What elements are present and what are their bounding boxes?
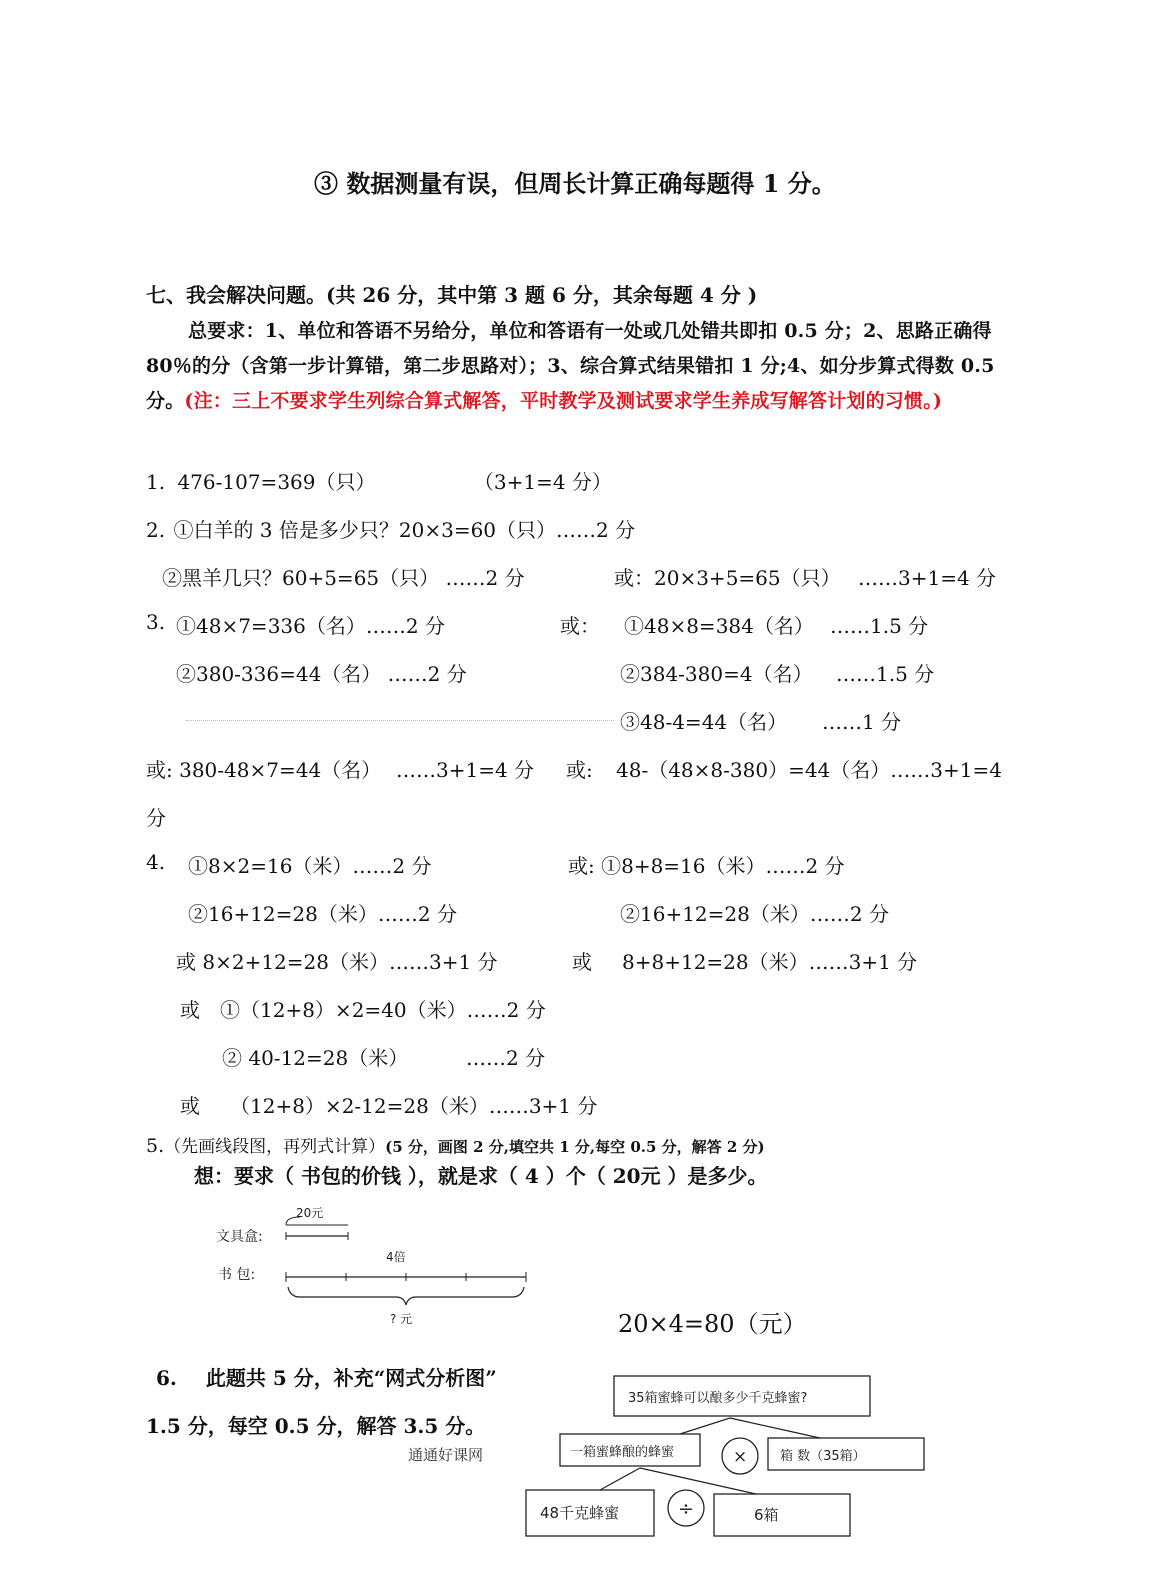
q3-combined-1: 或: 380-48×7=44（名） xyxy=(146,758,382,782)
pencil-box-value: 20元 xyxy=(296,1206,324,1220)
requirements-text: 总要求：1、单位和答语不另给分，单位和答语有一处或几处错共即扣 0.5 分；2、思路正确得 80％的分（含第一步计算错，第二步思路对）；3、综合算式结果错扣 1 分;4、如分步算式得数 0.5 分。 xyxy=(146,320,995,412)
q4-or-3: 或 xyxy=(180,1094,200,1118)
q3-or-1: 或： xyxy=(560,614,600,638)
requirements-note: (注：三上不要求学生列综合算式解答，平时教学及测试要求学生养成写解答计划的习惯。) xyxy=(184,390,943,412)
q4-or-2: 或 xyxy=(180,998,200,1022)
q5-line xyxy=(146,1132,765,1157)
q5-answer: 20×4=80（元） xyxy=(618,1310,807,1338)
q5-think: 想：要求（ 书包的价钱 ），就是求（ 4 ）个（ 20元 ）是多少。 xyxy=(194,1164,768,1188)
q3-dotted-leader xyxy=(186,720,614,721)
q3-combined-1-score: ……3+1=4 分 xyxy=(396,758,535,782)
q3-alt-step-1: ①48×8=384（名） xyxy=(624,614,814,638)
unknown-label: ? 元 xyxy=(390,1312,413,1326)
q3-alt-step-2-score: ……1.5 分 xyxy=(836,662,935,686)
q3-combined-2: 48-（48×8-380）=44（名）……3+1=4 xyxy=(616,758,1002,782)
q4-alt2-step-1: ①（12+8）×2=40（米）……2 分 xyxy=(220,998,546,1022)
intro-note: ③ 数据测量有误，但周长计算正确每题得 1 分。 xyxy=(314,169,836,198)
q2-number: 2. xyxy=(146,518,166,542)
q4-alt-step-1: 或: ①8+8=16（米）……2 分 xyxy=(568,854,845,878)
q3-alt-step-3: ③48-4=44（名） xyxy=(620,710,788,734)
bag-total-brace xyxy=(288,1287,524,1305)
q3-or-2: 或: xyxy=(566,758,593,782)
q4-number: 4. xyxy=(146,850,166,874)
q5-number: 5. xyxy=(146,1135,165,1157)
tree-bot-right-box xyxy=(714,1494,850,1536)
tree-top-text: 35箱蜜蜂可以酿多少千克蜂蜜? xyxy=(628,1391,808,1406)
tree-divide-icon: ÷ xyxy=(678,1498,694,1520)
q2-step-2: ②黑羊几只？60+5=65（只） ……2 分 xyxy=(162,566,525,590)
q3-alt-step-2: ②384-380=4（名） xyxy=(620,662,813,686)
q5-segment-diagram xyxy=(200,1195,550,1335)
q4-alt2-step-2-score: ……2 分 xyxy=(466,1046,546,1070)
tree-link-left xyxy=(680,1418,730,1434)
tree-mid-left-text: 一箱蜜蜂酿的蜂蜜 xyxy=(570,1445,675,1460)
q1-score: （3+1=4 分） xyxy=(473,470,612,494)
requirements-paragraph xyxy=(146,314,1026,419)
section-title: 七、我会解决问题。(共 26 分，其中第 3 题 6 分，其余每题 4 分 ) xyxy=(146,283,758,307)
q3-step-2: ②380-336=44（名） ……2 分 xyxy=(176,662,467,686)
q1-number: 1. xyxy=(146,470,166,494)
tree-multiply-icon: × xyxy=(733,1447,748,1467)
q4-step-1: ①8×2=16（米）……2 分 xyxy=(188,854,432,878)
tree-bot-left-text: 48千克蜂蜜 xyxy=(540,1504,620,1522)
q3-alt-step-3-score: ……1 分 xyxy=(822,710,902,734)
q4-combined-1: 或 8×2+12=28（米）……3+1 分 xyxy=(176,950,498,974)
q5-instruction: （先画线段图，再列式计算） xyxy=(164,1137,386,1157)
q4-combined-2: 8+8+12=28（米）……3+1 分 xyxy=(622,950,918,974)
q2-line-1 xyxy=(146,514,635,543)
q4-or-1: 或 xyxy=(572,950,592,974)
bag-label: 书 包: xyxy=(218,1267,256,1283)
q6-text-2: 1.5 分，每空 0.5 分，解答 3.5 分。 xyxy=(146,1414,486,1438)
q2-combined-score: ……3+1=4 分 xyxy=(858,566,997,590)
q2-combined: 或：20×3+5=65（只） xyxy=(614,566,841,590)
q6-analysis-tree xyxy=(520,1370,940,1550)
times-label: 4倍 xyxy=(386,1250,406,1264)
q4-alt-step-2: ②16+12=28（米）……2 分 xyxy=(620,902,889,926)
q4-step-2: ②16+12=28（米）……2 分 xyxy=(188,902,457,926)
q3-number: 3. xyxy=(146,610,166,634)
tree-bot-right-text: 6箱 xyxy=(754,1506,779,1524)
q3-combined-2-unit: 分 xyxy=(146,806,166,830)
q1-line xyxy=(146,466,612,495)
q2-step-1: ①白羊的 3 倍是多少只？20×3=60（只）……2 分 xyxy=(173,518,636,542)
footer-watermark: 通通好课网 xyxy=(408,1446,484,1464)
q6-text-1: 此题共 5 分，补充“网式分析图” xyxy=(205,1366,497,1390)
q3-alt-step-1-score: ……1.5 分 xyxy=(830,614,929,638)
q4-alt2-step-2: ② 40-12=28（米） xyxy=(222,1046,409,1070)
tree-mid-right-text: 箱 数（35箱） xyxy=(780,1449,866,1464)
q6-number: 6. xyxy=(156,1366,177,1390)
q5-scoring: (5 分，画图 2 分,填空共 1 分,每空 0.5 分，解答 2 分) xyxy=(385,1138,765,1156)
q6-line-1 xyxy=(156,1362,497,1391)
q4-combined-3: （12+8）×2-12=28（米）……3+1 分 xyxy=(230,1094,598,1118)
tree-link-bot-left xyxy=(600,1468,640,1490)
q3-step-1: ①48×7=336（名）……2 分 xyxy=(176,614,445,638)
pencil-box-label: 文具盒: xyxy=(216,1229,263,1245)
q1-expression: 476-107=369（只） xyxy=(177,470,376,494)
tree-link-right xyxy=(730,1418,820,1438)
